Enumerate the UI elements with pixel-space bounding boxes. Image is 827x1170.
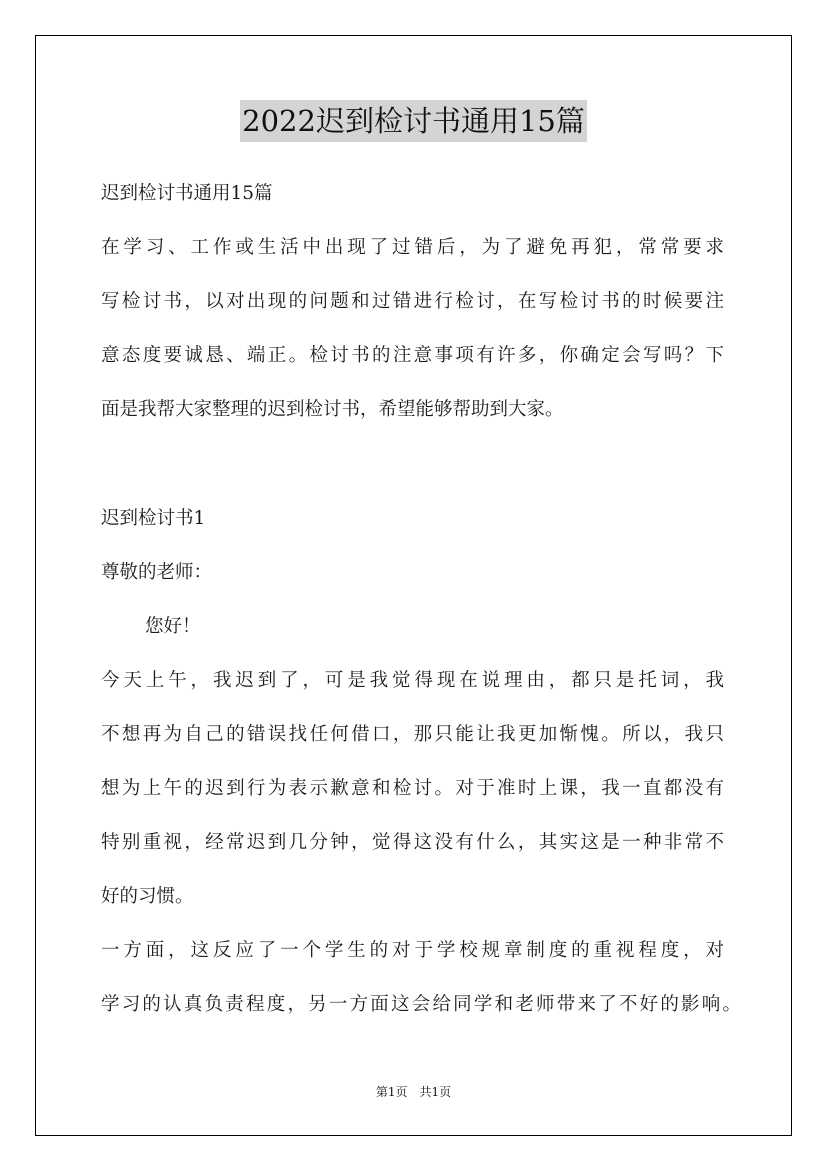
body-line: 学习的认真负责程度，另一方面这会给同学和老师带来了不好的影响。 <box>101 994 741 1015</box>
salutation: 尊敬的老师： <box>101 562 213 583</box>
intro-line: 写检讨书，以对出现的问题和过错进行检讨，在写检讨书的时候要注 <box>101 291 724 312</box>
intro-line: 意态度要诚恳、端正。检讨书的注意事项有许多，你确定会写吗？下 <box>101 345 724 366</box>
body-line: 想为上午的迟到行为表示歉意和检讨。对于准时上课，我一直都没有 <box>101 778 724 799</box>
body-line: 好的习惯。 <box>101 886 194 907</box>
intro-line: 在学习、工作或生活中出现了过错后，为了避免再犯，常常要求 <box>101 237 724 258</box>
page-footer: 第1页 共1页 <box>375 1085 452 1099</box>
subtitle: 迟到检讨书通用15篇 <box>101 183 273 204</box>
body-line: 特别重视，经常迟到几分钟，觉得这没有什么，其实这是一种非常不 <box>101 832 724 853</box>
body-line: 今天上午，我迟到了，可是我觉得现在说理由，都只是托词，我 <box>101 670 724 691</box>
intro-line: 面是我帮大家整理的迟到检讨书，希望能够帮助到大家。 <box>101 399 564 420</box>
document-title: 2022迟到检讨书通用15篇 <box>240 100 587 142</box>
section-heading: 迟到检讨书1 <box>101 508 206 529</box>
body-line: 不想再为自己的错误找任何借口，那只能让我更加惭愧。所以，我只 <box>101 724 724 745</box>
greeting: 您好！ <box>145 616 201 637</box>
title-container <box>0 100 827 142</box>
body-line: 一方面，这反应了一个学生的对于学校规章制度的重视程度，对 <box>101 940 724 961</box>
